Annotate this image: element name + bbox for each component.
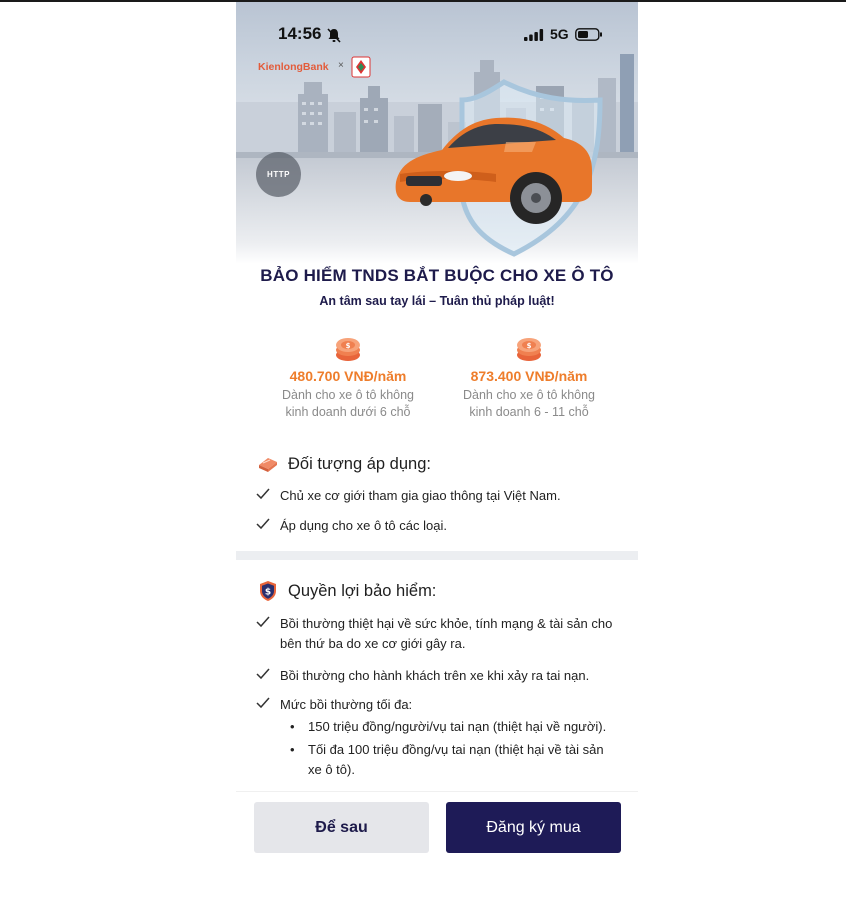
svg-text:$: $ bbox=[526, 342, 532, 350]
applicable-section-title: Đối tượng áp dụng: bbox=[288, 454, 431, 473]
product-subtitle: An tâm sau tay lái – Tuân thủ pháp luật! bbox=[319, 294, 555, 308]
kienlongbank-logo: KienlongBank bbox=[258, 61, 329, 73]
check-icon bbox=[256, 486, 280, 506]
brand-separator: × bbox=[338, 60, 344, 71]
http-badge[interactable]: HTTP bbox=[256, 152, 301, 197]
check-icon bbox=[256, 516, 280, 536]
list-item: • Tối đa 100 triệu đồng/vụ tai nạn (thiệt hại về tài sản xe ô tô). bbox=[290, 742, 604, 777]
compensation-limits-list bbox=[288, 717, 618, 783]
bell-muted-icon bbox=[327, 28, 341, 43]
ticket-icon bbox=[256, 452, 280, 476]
hero-banner bbox=[236, 2, 638, 264]
phone-screen bbox=[236, 2, 638, 872]
register-buy-button[interactable]: Đăng ký mua bbox=[446, 802, 621, 853]
price-card bbox=[258, 336, 438, 421]
svg-text:$: $ bbox=[264, 587, 272, 598]
benefit-item: Mức bồi thường tối đa: bbox=[256, 695, 622, 715]
benefits-section-title: Quyền lợi bảo hiểm: bbox=[288, 581, 437, 600]
partner-insurer-logo bbox=[351, 56, 371, 78]
section-divider bbox=[236, 551, 638, 560]
price-description: Dành cho xe ô tô không kinh doanh dưới 6 chỗ bbox=[281, 388, 415, 419]
network-type: 5G bbox=[550, 26, 569, 42]
check-icon bbox=[256, 666, 280, 686]
bottom-action-bar bbox=[236, 791, 638, 872]
applicable-item: Áp dụng cho xe ô tô các loại. bbox=[256, 516, 622, 536]
benefit-item: Bồi thường cho hành khách trên xe khi xảy ra tai nạn. bbox=[256, 666, 622, 686]
list-item: • 150 triệu đồng/người/vụ tai nạn (thiệt hại về người). bbox=[290, 719, 607, 734]
product-title: BẢO HIỂM TNDS BẮT BUỘC CHO XE Ô TÔ bbox=[260, 266, 614, 285]
battery-icon bbox=[575, 28, 603, 41]
shield-dollar-icon bbox=[256, 579, 280, 603]
svg-text:$: $ bbox=[345, 342, 351, 350]
price-amount: 480.700 VNĐ/năm bbox=[289, 368, 407, 384]
benefits-section-header bbox=[256, 579, 436, 603]
price-card bbox=[439, 336, 619, 421]
coin-icon bbox=[515, 336, 543, 362]
car-shield-illustration bbox=[386, 78, 622, 262]
benefit-item: Bồi thường thiệt hại về sức khỏe, tính mạng & tài sản cho bên thứ ba do xe cơ giới gây ra. bbox=[256, 614, 622, 654]
check-icon bbox=[256, 614, 280, 654]
coin-icon bbox=[334, 336, 362, 362]
applicable-item: Chủ xe cơ giới tham gia giao thông tại Việt Nam. bbox=[256, 486, 622, 506]
cellular-signal-icon bbox=[524, 29, 544, 41]
check-icon bbox=[256, 695, 280, 715]
price-description: Dành cho xe ô tô không kinh doanh 6 - 11 chỗ bbox=[462, 388, 596, 419]
price-amount: 873.400 VNĐ/năm bbox=[470, 368, 588, 384]
applicable-section-header bbox=[256, 452, 431, 476]
status-time: 14:56 bbox=[278, 24, 322, 43]
later-button[interactable]: Để sau bbox=[254, 802, 429, 853]
status-bar bbox=[236, 2, 638, 64]
